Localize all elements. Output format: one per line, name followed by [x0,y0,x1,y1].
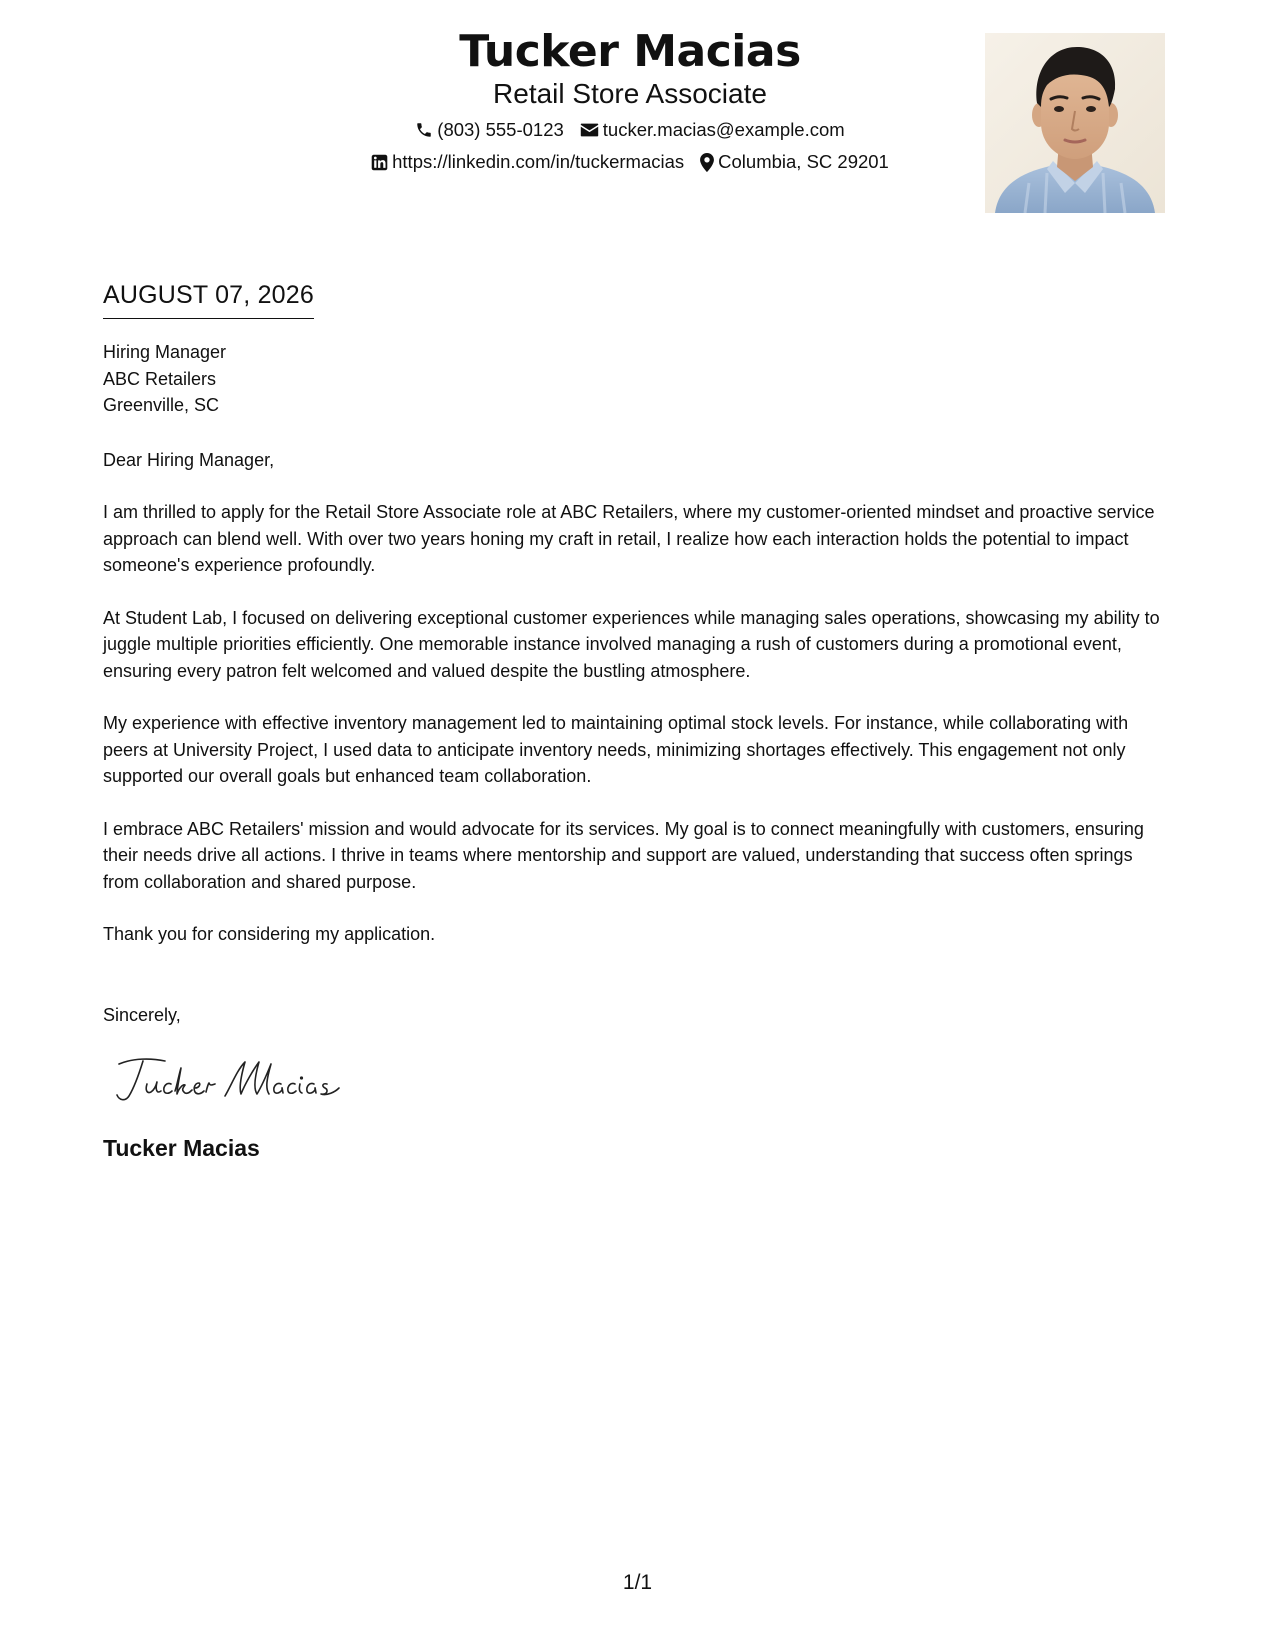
recipient-block [103,339,1173,419]
email-address[interactable]: tucker.macias@example.com [602,119,845,140]
envelope-icon [580,122,599,138]
linkedin-icon [371,154,388,171]
applicant-name: Tucker Macias [459,26,801,77]
location-text: Columbia, SC 29201 [718,151,889,172]
paragraph: I am thrilled to apply for the Retail Store Associate role at ABC Retailers, where my customer-oriented mindset and proactive service approach can blend well. With over two years honing my craft in retail, I realize how each interaction holds the potential to impact someone's experience profoundly. [103,502,1155,575]
map-pin-icon [700,153,714,172]
contact-row-primary [230,118,1030,142]
letter-date: AUGUST 07, 2026 [103,278,314,319]
contact-phone [415,118,564,142]
contact-linkedin[interactable] [371,150,684,174]
contact-location [700,150,889,174]
phone-icon [415,121,433,139]
handwritten-signature [113,1050,353,1110]
paragraph: I embrace ABC Retailers' mission and would advocate for its services. My goal is to connect meaningfully with customers, ensuring their needs drive all actions. I thrive in teams where mentorship and support are valued, understanding that success often springs from collaboration and shared purpose. [103,818,1144,892]
salutation: Dear Hiring Manager, [103,449,275,470]
signed-name: Tucker Macias [103,1135,260,1161]
job-title: Retail Store Associate [493,78,767,109]
linkedin-url[interactable]: https://linkedin.com/in/tuckermacias [392,151,685,172]
header [230,26,1030,174]
letter-body [103,278,1173,1162]
recipient-line: Hiring Manager [103,342,227,362]
page-number: 1/1 [622,1571,653,1594]
paragraph: My experience with effective inventory management led to maintaining optimal stock levels. For instance, while collaborating with peers at University Project, I used data to anticipate inventory needs, minimizing shortages effectively. This engagement not only supported our overall goals but enhanced team collaboration. [103,713,1129,786]
contact-row-secondary [230,150,1030,174]
closing: Sincerely, [103,1004,181,1025]
recipient-line: ABC Retailers [103,368,217,389]
phone-number: (803) 555-0123 [437,119,564,140]
profile-photo [985,33,1165,213]
recipient-line: Greenville, SC [103,395,220,415]
paragraph: Thank you for considering my application. [103,924,436,944]
contact-email[interactable] [580,118,845,142]
paragraph: At Student Lab, I focused on delivering exceptional customer experiences while managing sales operations, showcasing my ability to juggle multiple priorities efficiently. One memorable instance involved managing a rush of customers during a promotional event, ensuring every patron felt welcomed and valued despite the bustling atmosphere. [103,607,1160,681]
